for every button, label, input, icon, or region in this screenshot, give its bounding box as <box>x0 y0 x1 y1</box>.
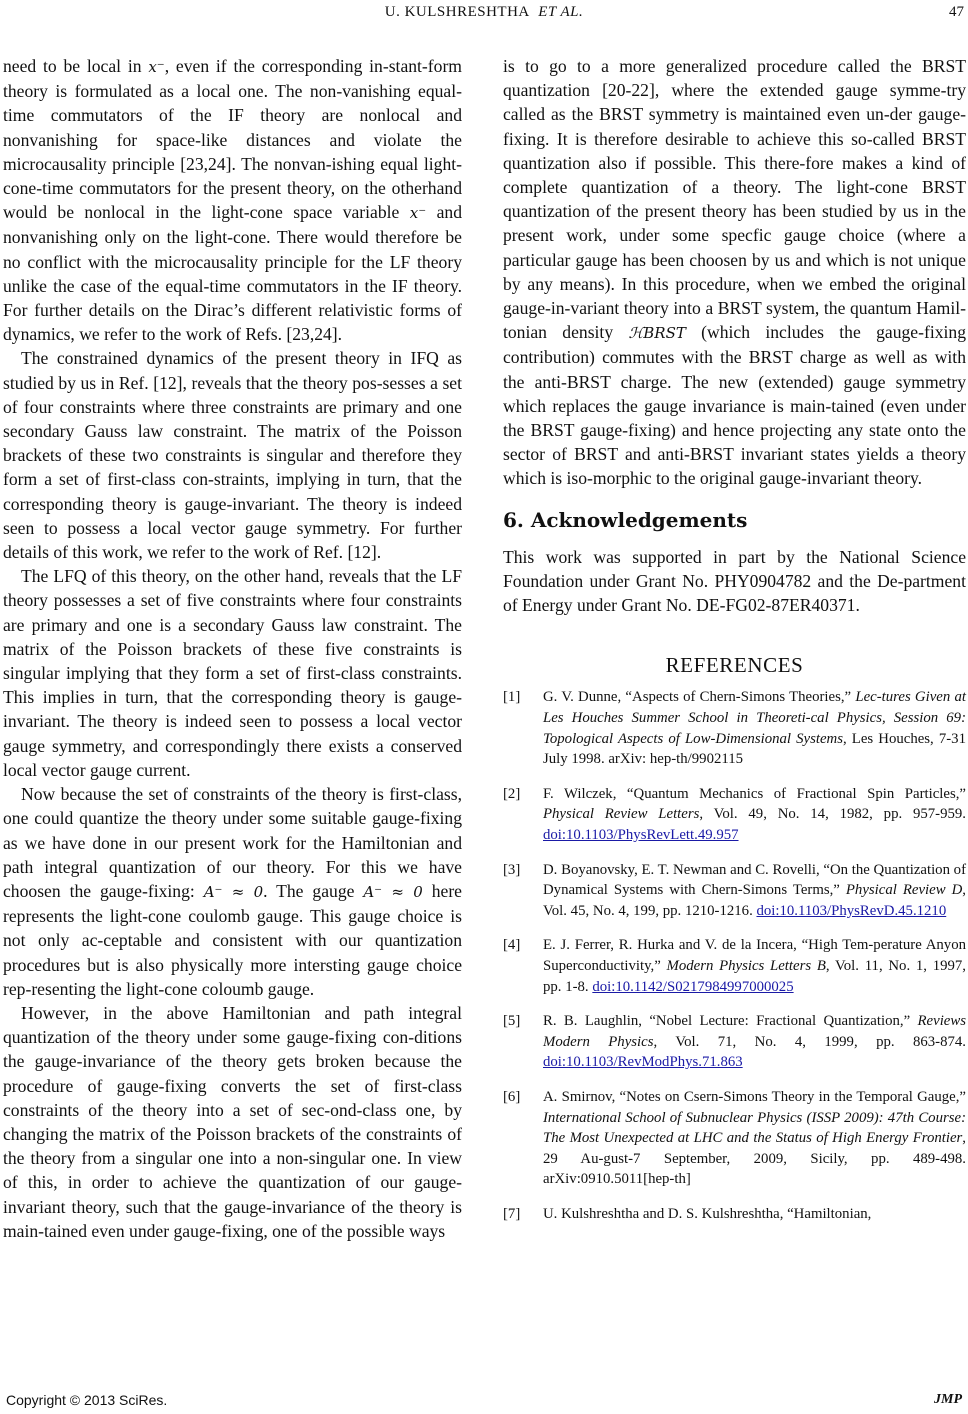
paragraph: The constrained dynamics of the present theory in IFQ as studied by us in Ref. [12], reveals that the theory pos-sesses a set of four constraints where three constraints are primary and one secondary Gauss law constraint. The matrix of the Poisson brackets of these two constraints is singular and therefore they form a set of first-class con-straints, implying in turn, that the corresponding theory is gauge-invariant. The theory is indeed seen to possess a local vector gauge symmetry. For further details of this work, we refer to the work of Ref. [12]. <box>3 348 462 563</box>
reference-text: , Vol. 71, No. 4, 1999, pp. 863-874. <box>653 1033 966 1050</box>
running-title-etal: ET AL. <box>538 4 584 20</box>
paragraph <box>503 54 966 491</box>
reference-text: E. J. Ferrer, R. Hurka and V. de la Incera, “High Tem-perature Anyon Superconductivity,” <box>543 937 966 974</box>
reference-list <box>503 687 966 1224</box>
math-equation: A⁻ ≈ 0 <box>363 882 423 901</box>
references-heading: REFERENCES <box>665 653 804 678</box>
paragraph: The LFQ of this theory, on the other hand, reveals that the LF theory possesses a set of five constraints where four constraints are primary and one is a secondary Gauss law constraint. The matrix of the Poisson brackets of these five constraints is singular implying that they form a set of first-class constraints. This implies in turn, that the corresponding theory is gauge-invariant. The theory is indeed seen to possess a local vector gauge symmetry, and correspondingly there exists a conserved local vector gauge current. <box>3 566 462 780</box>
math-equation: A⁻ ≈ 0 <box>203 882 264 901</box>
reference-text: A. Smirnov, “Notes on Csern-Simons Theory in the Temporal Gauge,” <box>543 1088 966 1105</box>
text-run: . The gauge <box>263 880 364 901</box>
reference-number: [6] <box>503 1088 521 1105</box>
right-column <box>503 54 966 1239</box>
reference-number: [4] <box>503 937 521 954</box>
page-header <box>0 4 968 30</box>
reference-item <box>503 687 966 769</box>
section-heading: 6. Acknowledgements <box>503 507 748 532</box>
left-column <box>3 54 462 1243</box>
reference-source: Physical Review Letters <box>543 806 700 823</box>
math-symbol: ℋBRST <box>628 324 686 343</box>
reference-text: , 29 Au-gust-7 September, 2009, Sicily, pp. 489-498. arXiv:0910.5011[hep-th] <box>543 1130 966 1188</box>
reference-text: D. Boyanovsky, E. T. Newman and C. Rovelli, “On the Quantization of Dynamical Systems with Chern-Simons Terms,” <box>543 861 967 899</box>
reference-item <box>503 784 966 846</box>
reference-number: [1] <box>503 689 521 706</box>
reference-number: [7] <box>503 1205 521 1222</box>
reference-text: , Vol. 49, No. 14, 1982, pp. 957-959. <box>699 806 966 823</box>
page-number: 47 <box>949 4 964 20</box>
text-run: is to go to a more generalized procedure called the BRST quantization [20-22], where the extended gauge symme-try called as the BRST symmetry is maintained even un-der gauge-fixing. It is therefore desirable to achieve this so-called BRST quantization also if possible. This there-fore makes a kind of complete quantization of a theory. The light-cone BRST quantization of the present theory has been studied by us in the present work, under some specfic gauge choice (where a particular gauge has been choosen by us and which is not unique by any means). In this procedure, when we embed the original gauge-in-variant theory into a BRST system, the quantum Hamil-tonian density <box>503 56 966 343</box>
paragraph <box>3 782 462 1001</box>
doi-link[interactable]: doi:10.1103/PhysRevLett.49.957 <box>543 827 739 844</box>
paragraph <box>3 54 462 346</box>
text-run: (which includes the gauge-fixing contribution) commutes with the BRST charge as well as with the anti-BRST charge. The new (extended) gauge symmetry which replaces the gauge invariance is main-tained (even under the BRST gauge-fixing) and hence projecting any state onto the sector of BRST and anti-BRST invariant states yields a theory which is iso-morphic to the original gauge-invariant theory. <box>503 322 966 489</box>
reference-item <box>503 860 966 922</box>
reference-text: F. Wilczek, “Quantum Mechanics of Fractional Spin Particles,” <box>543 785 966 802</box>
reference-text: R. B. Laughlin, “Nobel Lecture: Fractional Quantization,” <box>543 1013 918 1030</box>
acknowledgements-text: This work was supported in part by the National Science Foundation under Grant No. PHY0904782 and the De-partment of Energy under Grant No. DE-FG02-87ER40371. <box>503 546 966 616</box>
reference-text: , Vol. 45, No. 4, 199, pp. 1210-1216. <box>543 882 966 919</box>
math-symbol: x⁻ <box>148 58 165 76</box>
reference-item <box>503 935 966 997</box>
math-symbol: x⁻ <box>409 204 427 223</box>
doi-link[interactable]: doi:10.1103/RevModPhys.71.863 <box>543 1054 743 1071</box>
reference-source: Physical Review D <box>845 882 963 899</box>
reference-text: G. V. Dunne, “Aspects of Chern-Simons Theories,” <box>543 689 856 706</box>
reference-item <box>503 1087 966 1190</box>
reference-number: [3] <box>503 861 521 878</box>
text-run: here represents the light-cone coulomb gauge. This gauge choice is not only ac-ceptable and consistent with our quantization procedures but is also physically more intersting gauge choice rep-resenting the light-cone coloumb gauge. <box>3 880 462 999</box>
reference-text: U. Kulshreshtha and D. S. Kulshreshtha, “Hamiltonian, <box>543 1205 872 1222</box>
text-run: and nonvanishing only on the light-cone. There would therefore be no conflict with the microcausality principle for the LF theory unlike the case of the equal-time commutators in the IF theory. For further details on the Dirac’s different relativistic forms of dynamics, we refer to the work of Refs. [23,24]. <box>3 202 462 345</box>
reference-text: , Les Houches, 7-31 July 1998. arXiv: hep-th/9902115 <box>543 730 966 768</box>
reference-source: International School of Subnuclear Physics (ISSP 2009): 47th Course: The Most Unexpected at LHC and the Status of High Energy Frontier <box>543 1109 966 1147</box>
reference-number: [5] <box>503 1013 521 1030</box>
running-title <box>0 4 968 21</box>
text-run: Now because the set of constraints of the theory is first-class, one could quantize the theory under some suitable gauge-fixing as we have done in our present work for the Hamiltonian and path integral quantization of our theory. For this we have choosen the gauge-fixing: <box>3 784 462 901</box>
reference-source: Lec-tures Given at Les Houches Summer School in Theoreti-cal Physics, Session 69: Topological Aspects of Low-Dimensional Systems <box>543 689 966 747</box>
paragraph: However, in the above Hamiltonian and path integral quantization of the theory under some gauge-fixing con-ditions the gauge-invariance of the theory gets broken because the procedure of gauge-fixing converts the set of first-class constraints of the theory into a set of sec-ond-class one, by changing the matrix of the Poisson brackets of the constraints of the theory from a singular one into a non-singular one. In view of this, in order to achieve the quantization of our gauge-invariant theory, such that the gauge-invariance of the theory is main-tained even under gauge-fixing, one of the possible ways <box>3 1002 462 1241</box>
running-title-authors: U. KULSHRESHTHA <box>384 4 530 20</box>
text-run: need to be local in <box>3 56 149 76</box>
reference-source: Modern Physics Letters B <box>666 958 826 974</box>
reference-item <box>503 1204 966 1225</box>
reference-source: Reviews Modern Physics <box>543 1013 966 1050</box>
journal-name: JMP <box>934 1392 962 1407</box>
reference-text: , Vol. 11, No. 1, 1997, pp. 1-8. <box>543 958 966 995</box>
reference-number: [2] <box>503 785 521 802</box>
text-run: , even if the corresponding in-stant-form theory is formulated as a local one. The non-vanishing equal-time commutators of the IF theory are nonlocal and nonvanishing for space-like distances and violate the microcausality principle [23,24]. The nonvan-ishing equal light-cone-time commutators for the present theory, on the otherhand would be nonlocal in the light-cone space variable <box>3 56 462 223</box>
doi-link[interactable]: doi:10.1142/S0217984997000025 <box>592 978 794 995</box>
doi-link[interactable]: doi:10.1103/PhysRevD.45.1210 <box>756 902 947 919</box>
reference-item <box>503 1011 966 1073</box>
copyright-notice: Copyright © 2013 SciRes. <box>6 1392 168 1408</box>
